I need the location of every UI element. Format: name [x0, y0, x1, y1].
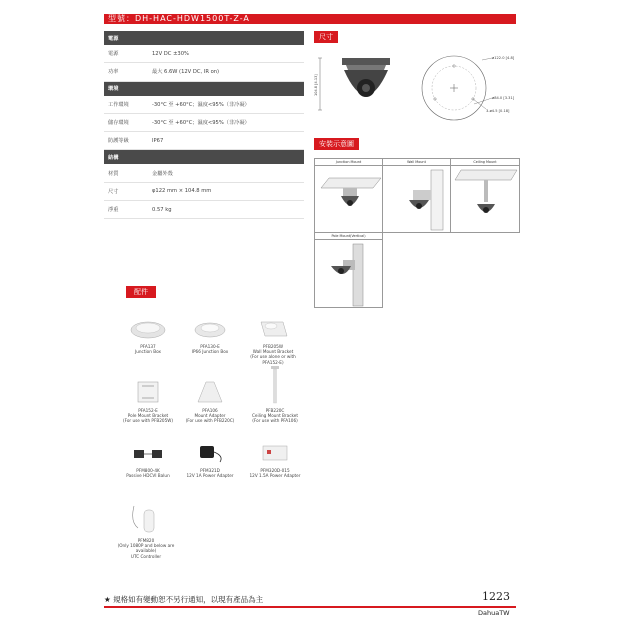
- accessory-item: PFA130-E IP66 Junction Box: [180, 316, 240, 354]
- spec-row: 防護等級 IP67: [104, 132, 304, 150]
- diameter-label: ø122.0 [4.8]: [492, 56, 515, 60]
- spec-section-structure: 結構: [104, 150, 304, 164]
- install-wall-mount: Wall Mount: [382, 158, 451, 233]
- accessory-item: PFA152-E Pole Mount Bracket (For use with PFB205W): [118, 378, 178, 424]
- title-bar: [104, 14, 516, 24]
- accessory-item: PFM320D-015 12V 1.5A Power Adapter: [244, 442, 306, 478]
- junction-box-icon: [128, 316, 168, 342]
- spec-section-environment: 環境: [104, 82, 304, 96]
- spec-section-power: 電源: [104, 31, 304, 45]
- spec-row: 工作環境 -30°C 至 +60°C；濕度<95%（非冷凝）: [104, 96, 304, 114]
- footer-divider: [104, 606, 516, 608]
- pole-mount-bracket-icon: [130, 378, 166, 406]
- mount-adapter-icon: [192, 378, 228, 406]
- install-diagrams: [314, 158, 520, 308]
- utc-controller-icon: [126, 502, 166, 536]
- ceiling-mount-bracket-icon: [257, 364, 293, 406]
- spec-row: 儲存環境 -30°C 至 +60°C；濕度<95%（非冷凝）: [104, 114, 304, 132]
- install-ceiling-mount: Ceiling Mount: [450, 158, 520, 233]
- accessory-item: PFA106 Mount Adapter (For use with PFB220C): [180, 378, 240, 424]
- accessory-item: PFA137 Junction Box: [120, 316, 176, 354]
- balun-icon: [128, 442, 168, 466]
- install-junction-mount: Junction Mount: [314, 158, 383, 233]
- footer-note: ★ 規格如有變動恕不另行通知，以現有產品為主: [104, 595, 264, 604]
- power-adapter-1a-icon: [190, 442, 230, 466]
- height-label: 104.8 [4.13]: [314, 74, 318, 96]
- spec-row: 淨重 0.57 kg: [104, 201, 304, 219]
- install-tag: 安裝示意圖: [314, 138, 359, 150]
- accessory-item: PFB205W Wall Mount Bracket (For use alone or with PFA152-E): [240, 316, 306, 365]
- dimension-drawing: [314, 48, 520, 128]
- model-title: 型號：DH-HAC-HDW1500T-Z-A: [108, 14, 250, 23]
- spec-table: [104, 31, 304, 219]
- spec-row: 尺寸 φ122 mm × 104.8 mm: [104, 183, 304, 201]
- install-pole-mount: Pole Mount(Vertical): [314, 232, 383, 308]
- wall-mount-icon: [383, 166, 452, 234]
- inner-diameter-label: ø84.0 [3.31]: [492, 96, 515, 100]
- spec-row: 電源 12V DC ±30%: [104, 45, 304, 63]
- spec-row: 功率 最大 6.6W (12V DC, IR on): [104, 63, 304, 81]
- accessory-item: PFM321D 12V 1A Power Adapter: [180, 442, 240, 478]
- dimensions-tag: 尺寸: [314, 31, 338, 43]
- pole-mount-icon: [315, 240, 384, 309]
- dimension-svg: [314, 48, 520, 128]
- accessory-item: PFM820 (Only 1080P and below are available) UTC Controller: [114, 502, 178, 559]
- accessory-item: PFM800-4K Passive HDCVI Balun: [118, 442, 178, 478]
- spec-row: 材質 金屬外殼: [104, 164, 304, 182]
- hole-label: 3-ø4.5 [0.18]: [486, 109, 510, 113]
- accessories-tag: 配件: [126, 286, 156, 298]
- junction-mount-icon: [315, 166, 384, 234]
- brand-name: DahuaTW: [478, 609, 510, 617]
- power-adapter-15a-icon: [255, 442, 295, 466]
- ceiling-mount-icon: [451, 166, 521, 234]
- ip66-junction-box-icon: [190, 316, 230, 342]
- page-number: 1223: [482, 590, 510, 603]
- accessory-item: PFB220C Ceiling Mount Bracket (For use with PFA106): [244, 364, 306, 424]
- wall-mount-bracket-icon: [253, 316, 293, 342]
